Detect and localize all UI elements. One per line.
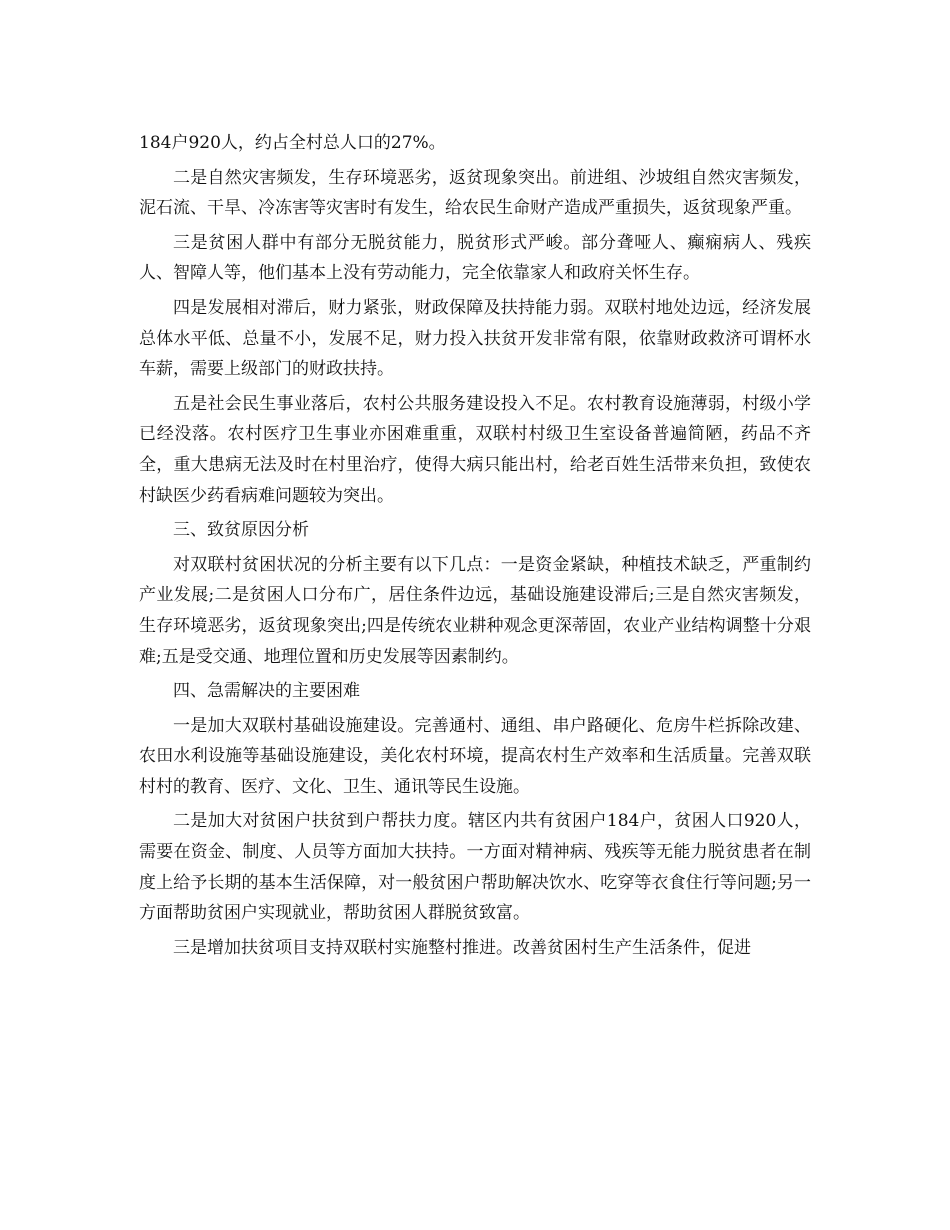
section-heading-difficulties: 四、急需解决的主要困难 [173, 681, 360, 702]
section-heading-causes: 三、致贫原因分析 [173, 520, 309, 541]
paragraph-household-support: 二是加大对贫困户扶贫到户帮扶力度。辖区内共有贫困户184户，贫困人口920人，需要在资金、制度、人员等方面加大扶持。一方面对精神病、残疾等无能力脱贫患者在制度上给予长期的基本生活保障，对一般贫困户帮助解决饮水、吃穿等衣食住行等问题;另一方面帮助贫困户实现就业，帮助贫困人群脱贫致富。 [139, 811, 811, 924]
paragraph-causes-analysis: 对双联村贫困状况的分析主要有以下几点：一是资金紧缺，种植技术缺乏，严重制约产业发展;二是贫困人口分布广，居住条件边远，基础设施建设滞后;三是自然灾害频发，生存环境恶劣，返贫现象突出;四是传统农业耕种观念更深蒂固，农业产业结构调整十分艰难;五是受交通、地理位置和历史发展等因素制约。 [139, 554, 811, 667]
paragraph-public-services: 五是社会民生事业落后，农村公共服务建设投入不足。农村教育设施薄弱，村级小学已经没落。农村医疗卫生事业亦困难重重，双联村村级卫生室设备普遍简陋，药品不齐全，重大患病无法及时在村里治疗，使得大病只能出村，给老百姓生活带来负担，致使农村缺医少药看病难问题较为突出。 [139, 393, 811, 506]
document-body [139, 128, 811, 967]
paragraph-continuation: 184户920人，约占全村总人口的27%。 [139, 133, 446, 153]
paragraph-poverty-projects: 三是增加扶贫项目支持双联村实施整村推进。改善贫困村生产生活条件，促进 [173, 937, 751, 958]
paragraph-infrastructure: 一是加大双联村基础设施建设。完善通村、通组、串户路硬化、危房牛栏拆除改建、农田水利设施等基础设施建设，美化农村环境，提高农村生产效率和生活质量。完善双联村村的教育、医疗、文化、卫生、通讯等民生设施。 [139, 715, 811, 797]
paragraph-lagging-development: 四是发展相对滞后，财力紧张，财政保障及扶持能力弱。双联村地处边远，经济发展总体水平低、总量不小，发展不足，财力投入扶贫开发非常有限，依靠财政救济可谓杯水车薪，需要上级部门的财政扶持。 [139, 297, 811, 380]
paragraph-natural-disasters: 二是自然灾害频发，生存环境恶劣，返贫现象突出。前进组、沙坡组自然灾害频发，泥石流、干旱、冷冻害等灾害时有发生，给农民生命财产造成严重损失，返贫现象严重。 [139, 167, 811, 219]
paragraph-no-capacity: 三是贫困人群中有部分无脱贫能力，脱贫形式严峻。部分聋哑人、癫痫病人、残疾人、智障人等，他们基本上没有劳动能力，完全依靠家人和政府关怀生存。 [139, 232, 811, 284]
